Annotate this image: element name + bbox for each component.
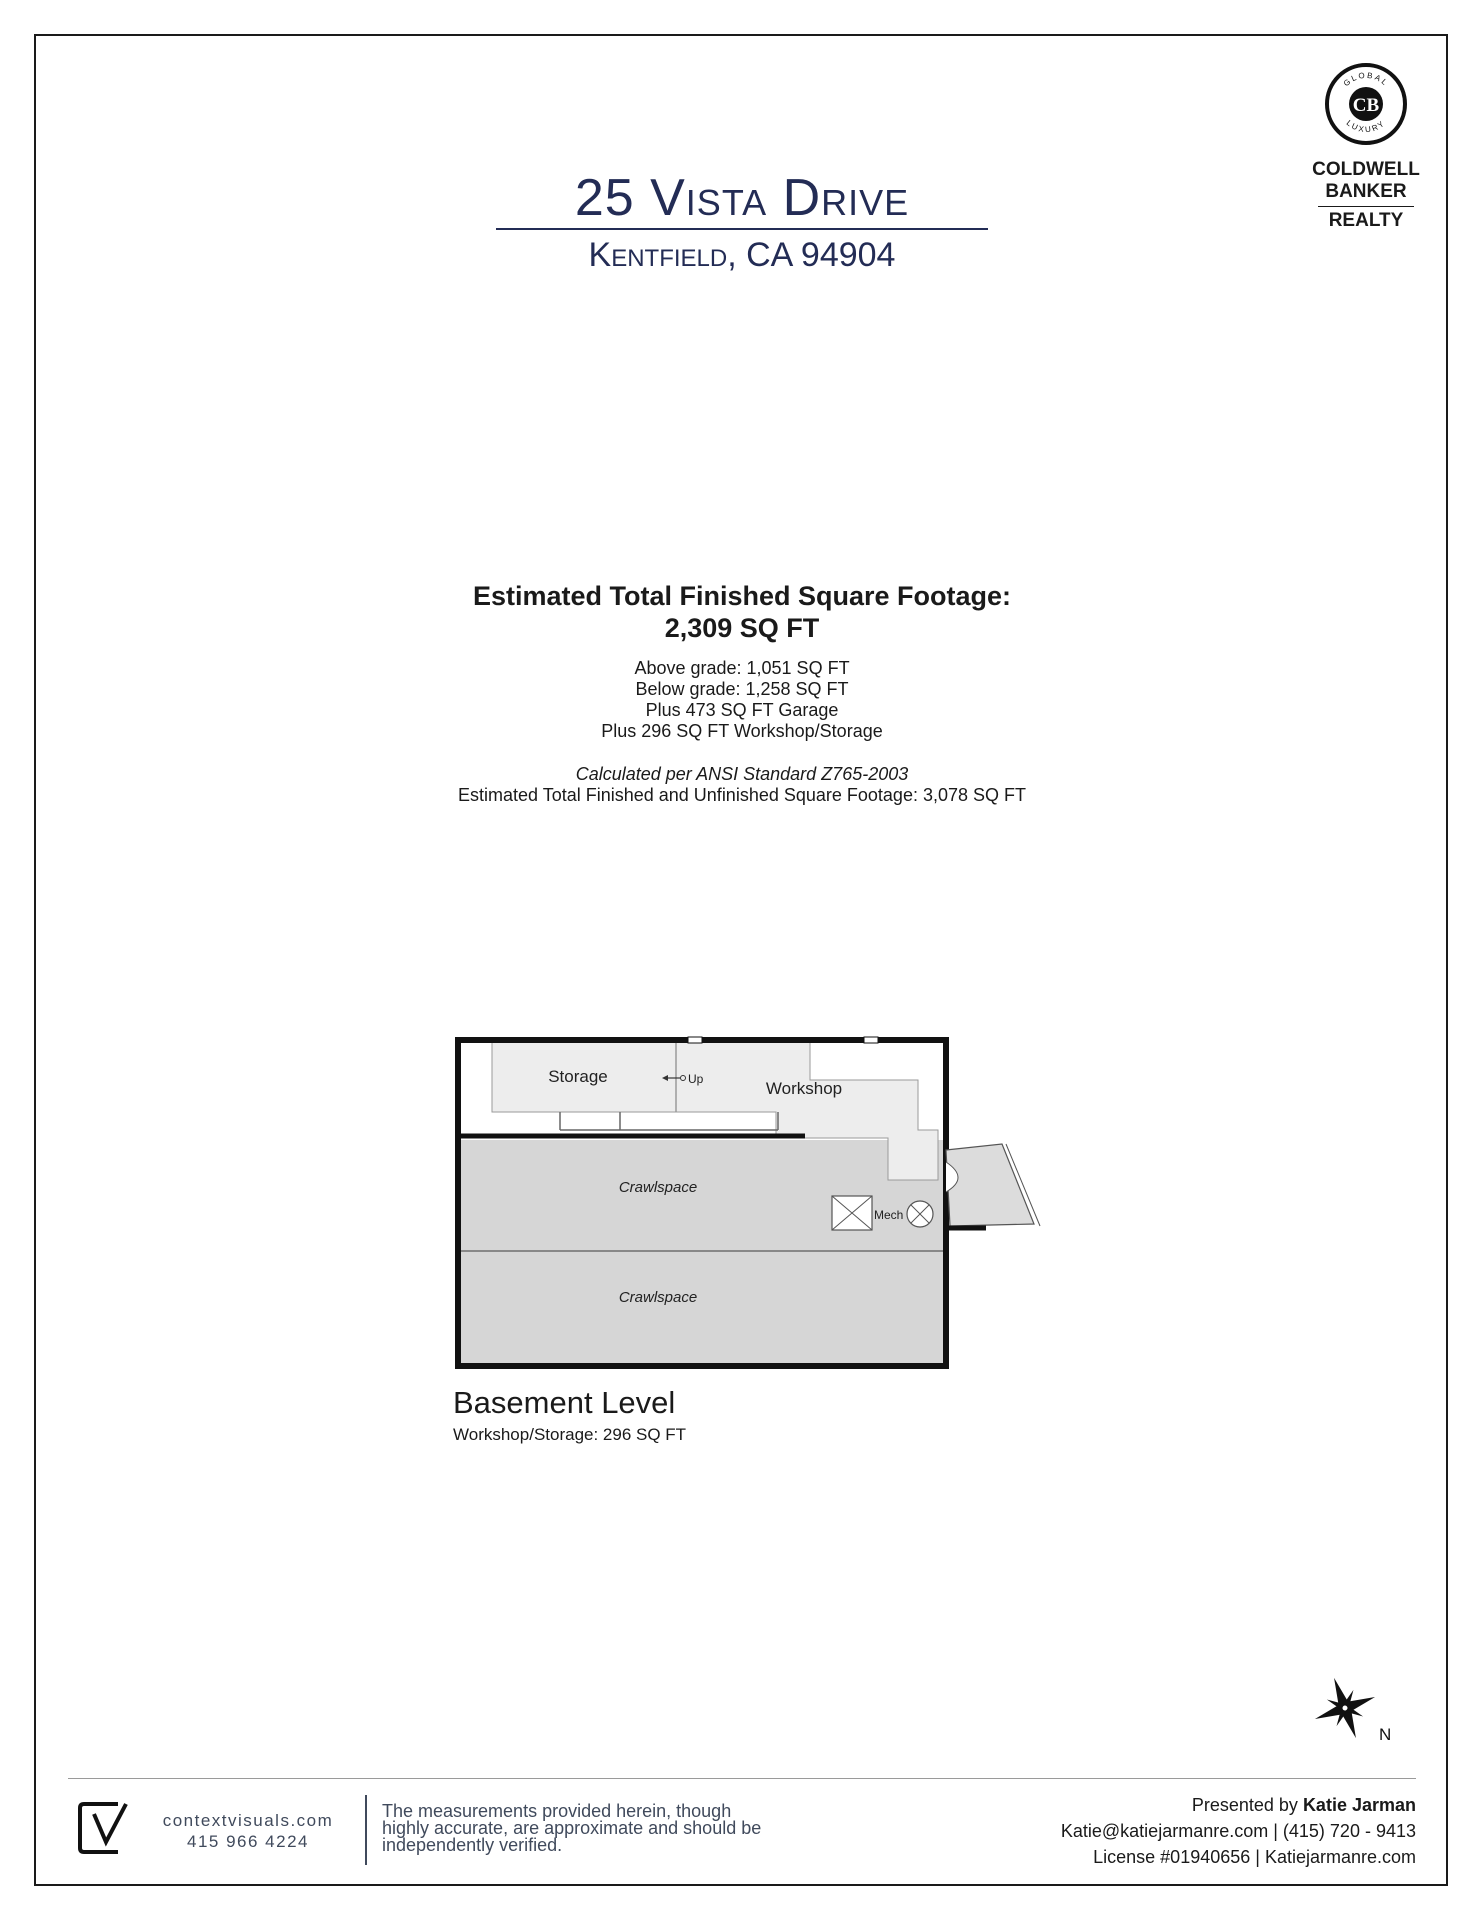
footer-vertical-divider [365,1795,367,1865]
level-area: Workshop/Storage: 296 SQ FT [453,1425,687,1444]
property-city: Kentfield, CA 94904 [588,236,896,274]
context-visuals-contact [148,1810,348,1852]
coldwell-banker-logo [1296,62,1436,232]
north-arrow-icon [1305,1672,1395,1752]
brand-line-1: COLDWELL [1312,159,1420,180]
workshop-line: Plus 296 SQ FT Workshop/Storage [601,721,883,741]
seal-text-top: GLOBAL [1341,70,1391,89]
basement-floor-plan [440,1030,1050,1370]
agent-license: License #01940656 | Katiejarmanre.com [1093,1847,1416,1867]
finished-unfinished-total: Estimated Total Finished and Unfinished Square Footage: 3,078 SQ FT [458,785,1026,805]
agent-name: Katie Jarman [1302,1795,1416,1815]
agent-contact: Katie@katiejarmanre.com | (415) 720 - 9413 [1060,1821,1416,1841]
exterior-landing [946,1144,1034,1226]
crawlspace-upper [460,1140,944,1250]
title-divider [496,228,988,230]
crawlspace-lower [460,1252,944,1364]
svg-text:GLOBAL [1342,71,1391,88]
context-visuals-logo-icon [78,1800,134,1856]
square-footage-summary [0,580,1484,806]
window [864,1037,878,1043]
room-label-mech: Mech [874,1208,904,1222]
presenter-block [1061,1792,1416,1870]
level-title: Basement Level [453,1385,676,1420]
cv-phone: 415 966 4224 [187,1832,309,1851]
page-frame [34,34,1448,1886]
footer-divider [68,1778,1416,1779]
above-grade-line: Above grade: 1,051 SQ FT [634,658,850,678]
room-label-workshop: Workshop [765,1079,843,1098]
window [688,1037,702,1043]
below-grade-line: Below grade: 1,258 SQ FT [635,679,849,699]
presenter-line [1061,1792,1416,1818]
cb-seal-icon [1324,62,1408,146]
brand-line-2: BANKER [1325,181,1407,202]
brand-divider [1318,206,1414,207]
room-label-crawlspace-2: Crawlspace [618,1289,698,1306]
summary-heading: Estimated Total Finished Square Footage: [472,581,1012,611]
presented-by-label: Presented by [1191,1795,1298,1815]
summary-total: 2,309 SQ FT [664,613,820,643]
cv-website: contextvisuals.com [162,1811,334,1830]
svg-text:CB: CB [1352,95,1380,116]
room-label-storage: Storage [548,1067,608,1086]
seal-text-bottom: LUXURY [1344,118,1388,135]
room-label-crawlspace-1: Crawlspace [618,1179,698,1196]
stair-up-label: Up [688,1072,704,1086]
property-address: 25 Vista Drive [574,169,910,227]
ansi-standard: Calculated per ANSI Standard Z765-2003 [575,764,909,784]
north-label: N [1379,1725,1392,1744]
garage-line: Plus 473 SQ FT Garage [645,700,839,720]
brand-line-3: REALTY [1328,210,1404,231]
measurement-disclaimer: The measurements provided herein, though highly accurate, are approximate and should be independently verified. [382,1801,762,1855]
